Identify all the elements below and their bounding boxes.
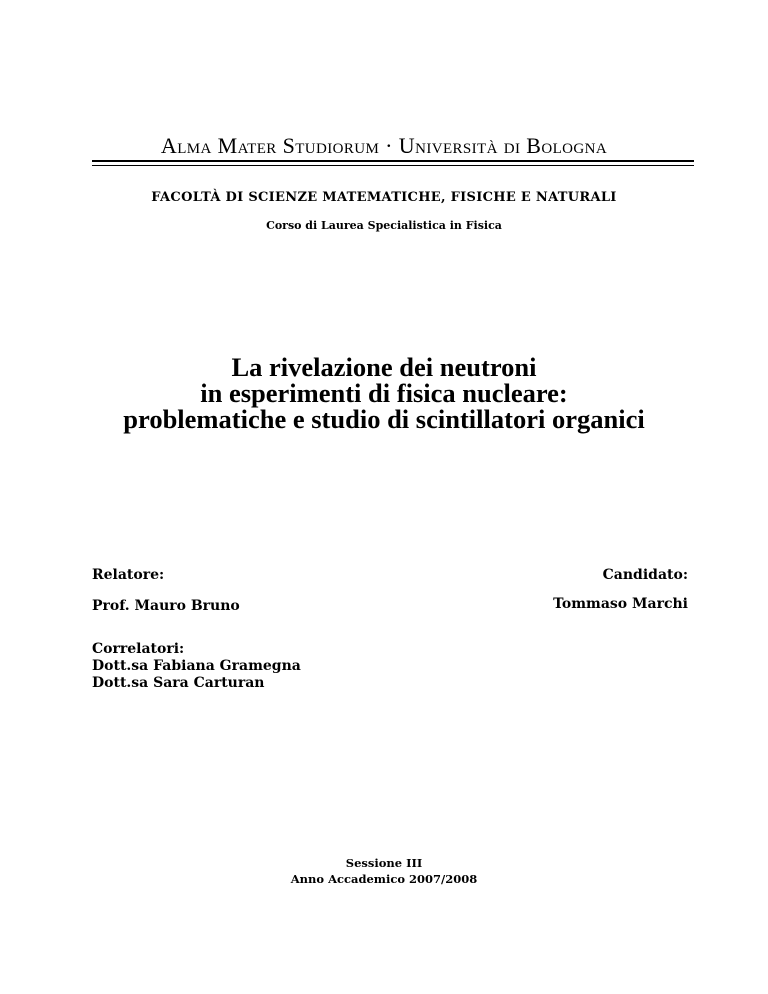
university-name: Alma Mater Studiorum · Università di Bologna xyxy=(160,133,608,158)
candidato-label: Candidato: xyxy=(602,567,688,583)
thesis-title xyxy=(0,354,768,432)
header-rule-thin xyxy=(92,165,694,166)
correlatore-name-1: Dott.sa Fabiana Gramegna xyxy=(92,658,301,674)
thesis-title-line-1: La rivelazione dei neutroni xyxy=(231,352,537,382)
session-label: Sessione III xyxy=(345,856,423,870)
academic-year: Anno Accademico 2007/2008 xyxy=(290,872,478,886)
correlatori-label: Correlatori: xyxy=(92,641,185,657)
header-rule-thick xyxy=(92,160,694,162)
correlatore-name-2: Dott.sa Sara Carturan xyxy=(92,675,265,691)
candidato-name: Tommaso Marchi xyxy=(553,596,688,612)
course-name: Corso di Laurea Specialistica in Fisica xyxy=(266,219,502,232)
thesis-title-line-3: problematiche e studio di scintillatori organici xyxy=(123,404,645,434)
relatore-name: Prof. Mauro Bruno xyxy=(92,598,240,614)
thesis-title-line-2: in esperimenti di fisica nucleare: xyxy=(200,378,568,408)
faculty-name: FACOLTÀ DI SCIENZE MATEMATICHE, FISICHE E NATURALI xyxy=(151,190,617,205)
relatore-label: Relatore: xyxy=(92,567,165,583)
session-block xyxy=(0,855,768,887)
correlatori-block xyxy=(92,641,301,692)
